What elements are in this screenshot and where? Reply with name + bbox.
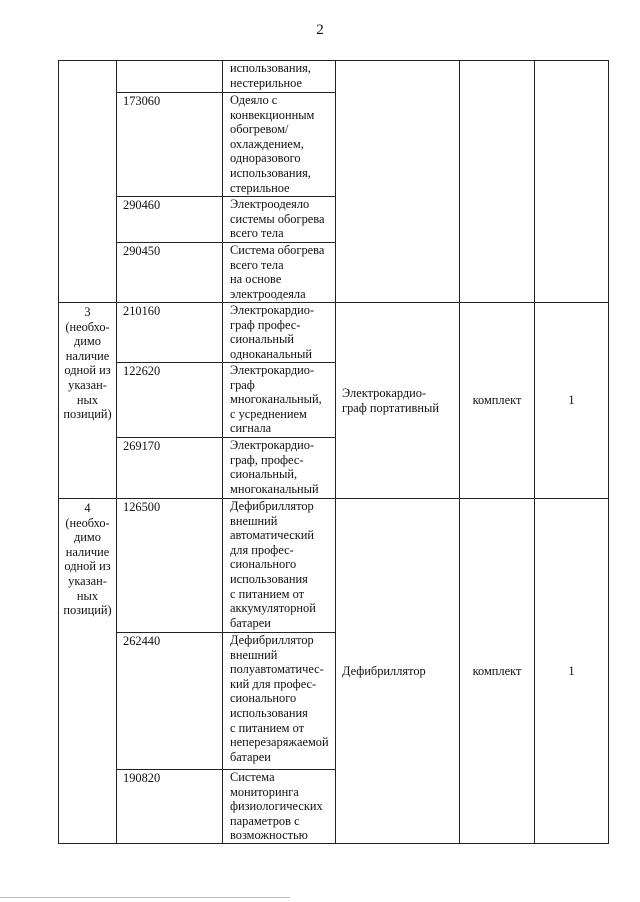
name-cell: Дефибриллятор внешний полуавтоматичес- кий для профес- сионального использования с питанием от неперезаряжаемой батареи: [223, 633, 336, 770]
code-cell: 269170: [117, 438, 223, 499]
name-cell: Система мониторинга физиологических параметров с возможностью: [223, 770, 336, 844]
item-number-cell: [59, 61, 117, 303]
code-cell: 290450: [117, 243, 223, 303]
item-number-cell: 4 (необхо- димо наличие одной из указан- ных позиций): [59, 499, 117, 844]
name-cell: использования, нестерильное: [223, 61, 336, 93]
table-row: [59, 303, 609, 363]
equipment-table: [58, 60, 609, 844]
code-cell: 210160: [117, 303, 223, 363]
table-row: [59, 499, 609, 633]
name-cell: Электрокардио- граф профес- сиональный одноканальный: [223, 303, 336, 363]
name-cell: Электрокардио- граф многоканальный, с усреднением сигнала: [223, 363, 336, 438]
code-cell: 290460: [117, 197, 223, 243]
quantity-cell: 1: [535, 303, 609, 499]
unit-cell: комплект: [460, 303, 535, 499]
ware-cell: [336, 61, 460, 303]
unit-cell: комплект: [460, 499, 535, 844]
code-cell: 173060: [117, 93, 223, 197]
page-number: 2: [316, 22, 324, 38]
name-cell: Одеяло с конвекционным обогревом/ охлаждением, одноразового использования, стерильное: [223, 93, 336, 197]
scan-edge-line: [0, 897, 290, 898]
code-cell: 190820: [117, 770, 223, 844]
name-cell: Система обогрева всего тела на основе электроодеяла: [223, 243, 336, 303]
code-cell: 126500: [117, 499, 223, 633]
name-cell: Электрокардио- граф, профес- сиональный, многоканальный: [223, 438, 336, 499]
ware-cell: Дефибриллятор: [336, 499, 460, 844]
name-cell: Электроодеяло системы обогрева всего тела: [223, 197, 336, 243]
quantity-cell: [535, 61, 609, 303]
unit-cell: [460, 61, 535, 303]
name-cell: Дефибриллятор внешний автоматический для профес- сионального использования с питанием от аккумуляторной батареи: [223, 499, 336, 633]
ware-cell: Электрокардио- граф портативный: [336, 303, 460, 499]
code-cell: 122620: [117, 363, 223, 438]
code-cell: 262440: [117, 633, 223, 770]
table-row: [59, 61, 609, 93]
item-number-cell: 3 (необхо- димо наличие одной из указан- ных позиций): [59, 303, 117, 499]
code-cell: [117, 61, 223, 93]
quantity-cell: 1: [535, 499, 609, 844]
